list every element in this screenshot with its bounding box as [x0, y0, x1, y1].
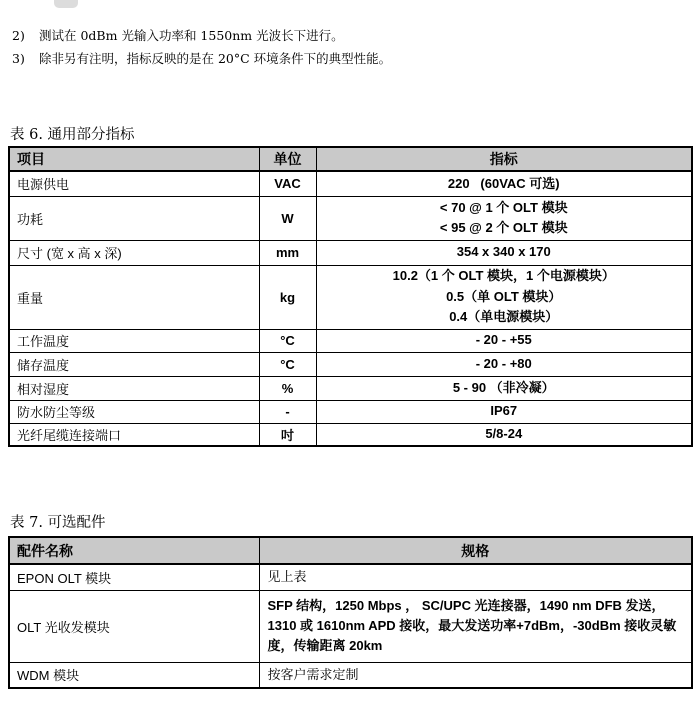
spec-cell: 见上表: [259, 564, 692, 590]
unit-cell: mm: [259, 240, 316, 265]
value-cell: [316, 423, 692, 446]
unit-cell: kg: [259, 265, 316, 329]
value-line: < 70 @ 1 个 OLT 模块: [439, 199, 568, 215]
column-header: 规格: [259, 537, 692, 564]
value-cell: [316, 265, 692, 329]
value-line: - 20 - +55: [475, 332, 532, 348]
header-row: [9, 537, 692, 564]
item-cell: WDM 模块: [9, 662, 259, 688]
table-row: [9, 564, 692, 590]
note-text: 测试在 0dBm 光输入功率和 1550nm 光波长下进行。: [39, 28, 344, 43]
item-cell: 光纤尾缆连接端口: [9, 423, 259, 446]
value-cell: [316, 240, 692, 265]
table-row: [9, 376, 692, 400]
column-header: 配件名称: [9, 537, 259, 564]
unit-cell: VAC: [259, 171, 316, 196]
note-number: 2): [12, 28, 25, 43]
item-cell: 防水防尘等级: [9, 400, 259, 423]
item-cell: 相对湿度: [9, 376, 259, 400]
value-line: 0.4（单电源模块）: [449, 309, 559, 325]
unit-cell: -: [259, 400, 316, 423]
note-text: 除非另有注明，指标反映的是在 20°C 环境条件下的典型性能。: [39, 51, 392, 66]
value-line: - 20 - +80: [475, 355, 532, 371]
value-cell: [316, 400, 692, 423]
page-artifact: [54, 0, 78, 8]
value-line: 10.2（1 个 OLT 模块，1 个电源模块）: [392, 268, 615, 284]
optional-accessories-table: [8, 536, 693, 689]
value-cell: [316, 196, 692, 240]
table-row: [9, 265, 692, 329]
unit-cell: %: [259, 376, 316, 400]
value-line: 5/8-24: [485, 426, 523, 441]
item-cell: 功耗: [9, 196, 259, 240]
column-header: 项目: [9, 147, 259, 171]
column-header: 指标: [316, 147, 692, 171]
table-row: [9, 196, 692, 240]
table6-title: 表 6. 通用部分指标: [10, 127, 135, 143]
note-number: 3): [12, 51, 25, 66]
item-cell: 尺寸 (宽 x 高 x 深): [9, 240, 259, 265]
table-row: [9, 352, 692, 376]
note-2: [12, 28, 344, 44]
value-line: 220 (60VAC 可选): [447, 175, 560, 191]
header-row: [9, 147, 692, 171]
table7-title: 表 7. 可选配件: [10, 515, 106, 531]
value-line: 354 x 340 x 170: [456, 244, 551, 260]
value-cell: [316, 329, 692, 352]
spec-cell: SFP 结构，1250 Mbps ， SC/UPC 光连接器，1490 nm DFB 发送，1310 或 1610nm APD 接收，最大发送功率+7dBm，-30dBm 接收灵敏度，传输距离 20km: [259, 590, 692, 662]
table-row: [9, 423, 692, 446]
item-cell: EPON OLT 模块: [9, 564, 259, 590]
item-cell: 储存温度: [9, 352, 259, 376]
unit-cell: °C: [259, 352, 316, 376]
unit-cell: °C: [259, 329, 316, 352]
table-row: [9, 400, 692, 423]
item-cell: 电源供电: [9, 171, 259, 196]
table-row: [9, 329, 692, 352]
item-cell: 重量: [9, 265, 259, 329]
note-3: [12, 51, 391, 67]
value-line: < 95 @ 2 个 OLT 模块: [439, 220, 568, 235]
unit-cell: W: [259, 196, 316, 240]
table-row: [9, 590, 692, 662]
value-line: IP67: [490, 403, 518, 419]
unit-cell: 吋: [259, 423, 316, 446]
value-line: 0.5（单 OLT 模块）: [446, 288, 562, 304]
item-cell: OLT 光收发模块: [9, 590, 259, 662]
value-cell: [316, 376, 692, 400]
spec-cell: 按客户需求定制: [259, 662, 692, 688]
item-cell: 工作温度: [9, 329, 259, 352]
value-cell: [316, 352, 692, 376]
value-cell: [316, 171, 692, 196]
table-row: [9, 171, 692, 196]
general-specs-table: [8, 146, 693, 447]
table-row: [9, 240, 692, 265]
column-header: 单位: [259, 147, 316, 171]
value-line: 5 - 90 （非冷凝）: [452, 379, 555, 395]
table-row: [9, 662, 692, 688]
